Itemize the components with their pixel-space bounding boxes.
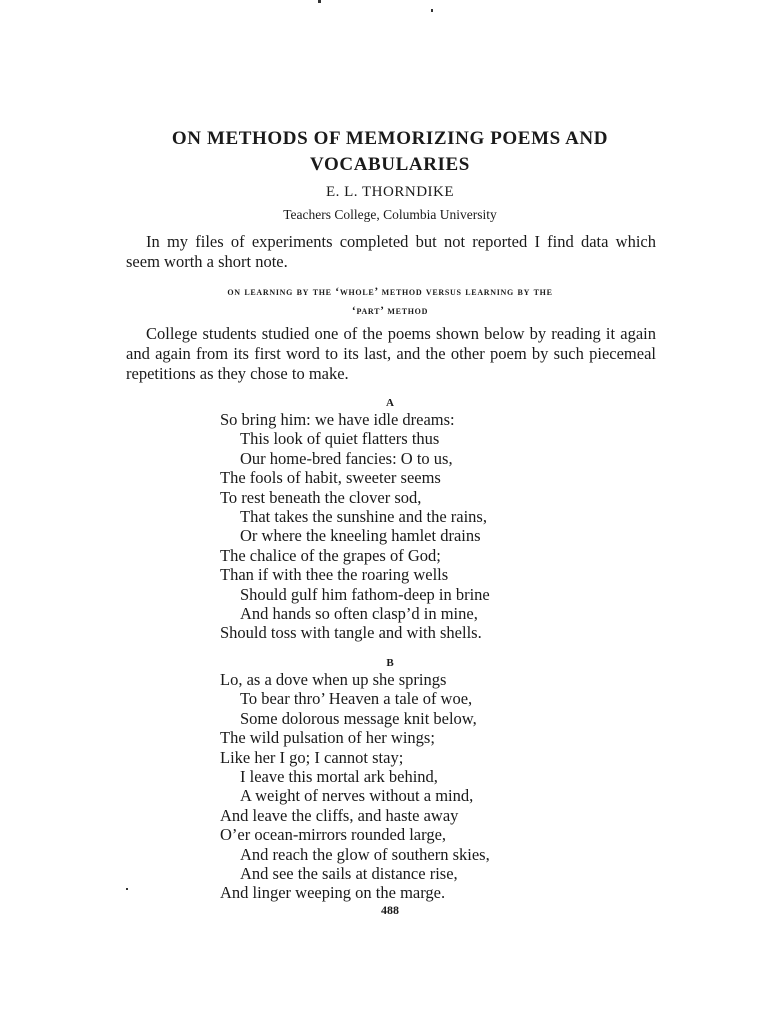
- article-title: [120, 126, 660, 178]
- method-paragraph: College students studied one of the poems shown below by reading it again and again from its first word to its last, and the other poem by such piecemeal repetitions as they chose to make.: [126, 324, 656, 383]
- scan-speck: [318, 0, 321, 3]
- poem-a-line: This look of quiet flatters thus: [240, 429, 440, 449]
- poem-a-line: Should toss with tangle and with shells.: [220, 623, 482, 643]
- poem-a-line: The fools of habit, sweeter seems: [220, 468, 441, 488]
- article-title-line-1: ON METHODS OF MEMORIZING POEMS AND: [171, 128, 609, 149]
- poem-b-line: To bear thro’ Heaven a tale of woe,: [240, 689, 473, 709]
- poem-b-line: A weight of nerves without a mind,: [240, 786, 474, 806]
- poem-a-line: Should gulf him fathom-deep in brine: [240, 584, 490, 604]
- poem-b-line: I leave this mortal ark behind,: [240, 766, 438, 786]
- poem-b: [220, 670, 620, 903]
- scan-speck: [431, 9, 433, 12]
- poem-a-line: Than if with thee the roaring wells: [220, 565, 449, 585]
- poem-b-line: O’er ocean-mirrors rounded large,: [220, 825, 447, 845]
- poem-b-line: Some dolorous message knit below,: [240, 708, 477, 728]
- poem-a-line: To rest beneath the clover sod,: [220, 487, 422, 507]
- poem-b-line: And see the sails at distance rise,: [240, 863, 458, 883]
- section-heading: [120, 283, 660, 321]
- poem-a-line: Our home-bred fancies: O to us,: [240, 448, 453, 468]
- author-affiliation: Teachers College, Columbia University: [283, 207, 497, 222]
- poem-a-line: That takes the sunshine and the rains,: [240, 506, 487, 526]
- author-name: E. L. THORNDIKE: [325, 184, 455, 200]
- poem-b-line: And leave the cliffs, and haste away: [220, 805, 459, 825]
- poem-b-line: The wild pulsation of her wings;: [220, 728, 435, 748]
- poem-a-line: So bring him: we have idle dreams:: [220, 410, 455, 429]
- poem-b-line: And reach the glow of southern skies,: [240, 844, 490, 864]
- poem-a-line: The chalice of the grapes of God;: [220, 545, 441, 565]
- intro-paragraph: In my files of experiments completed but not reported I find data which seem worth a short note.: [126, 232, 656, 271]
- scan-speck: [126, 888, 128, 890]
- page-number: 488: [381, 903, 399, 917]
- section-heading-line-1: on learning by the ‘whole’ method versus learning by the: [227, 286, 553, 298]
- poem-b-line: Like her I go; I cannot stay;: [220, 747, 404, 767]
- poem-a-line: Or where the kneeling hamlet drains: [240, 526, 481, 546]
- poem-a-line: And hands so often clasp’d in mine,: [240, 603, 478, 623]
- poem-b-line: And linger weeping on the marge.: [220, 883, 446, 903]
- poem-a-label: A: [386, 397, 394, 409]
- poem-b-line: Lo, as a dove when up she springs: [220, 670, 447, 689]
- poem-b-label: B: [386, 657, 394, 669]
- section-heading-line-2: ‘part’ method: [351, 305, 429, 317]
- poem-a: [220, 410, 620, 643]
- article-title-line-2: VOCABULARIES: [310, 154, 470, 175]
